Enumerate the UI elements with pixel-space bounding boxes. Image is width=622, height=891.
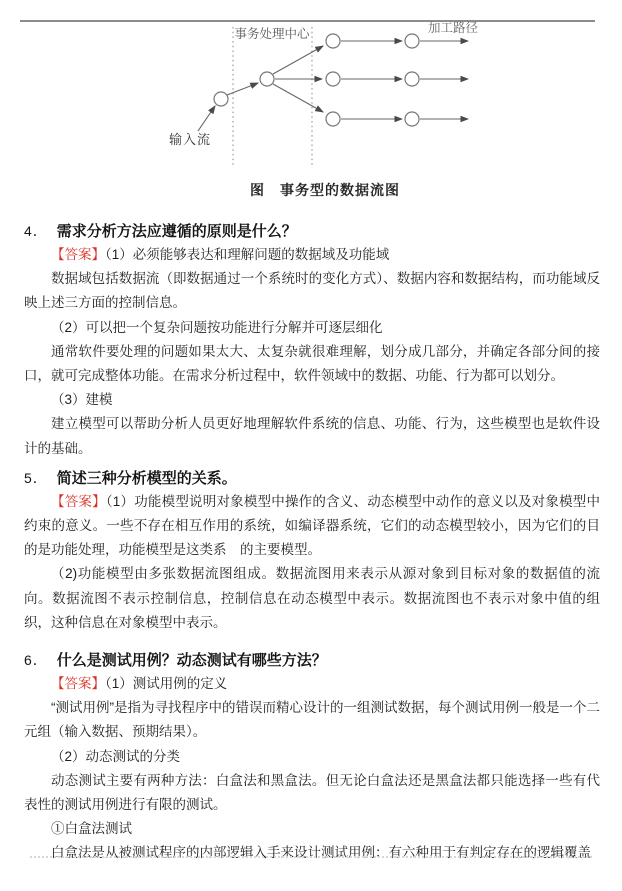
answer-label: 【答案】 [51,493,106,509]
paragraph: ①白盒法测试 [51,821,132,837]
question-title-text: 什么是测试用例？动态测试有哪些方法？ [56,652,327,670]
question-block-5 [24,467,600,635]
paragraph: （3）建模 [51,392,113,408]
paragraph: 动态测试主要有两种方法：白盒法和黑盒法。但无论白盒法还是黑盒法都只能选择一些有代表性的测试用例进行有限的测试。 [24,772,600,813]
question-block-4 [24,220,600,461]
question-number: 5． [24,469,48,486]
question-title [24,649,600,672]
paragraph: “测试用例”是指为寻找程序中的错误而精心设计的一组测试数据，每个测试用例一般是一个二元组（输入数据、预期结果）。 [24,700,600,740]
page-break-divider [30,856,592,858]
diagram-label-transaction-center: 事务处理中心 [234,27,310,41]
answer-paragraph [24,672,600,696]
answer-paragraph [24,490,600,563]
paragraph: （2）动态测试的分类 [51,748,181,764]
figure-area [0,0,622,212]
paragraph: 白盒法是从被测试程序的内部逻辑入手来设计测试用例：有六种用于有判定存在的逻辑覆盖 [51,845,591,861]
question-title-text: 需求分析方法应遵循的原则是什么？ [56,223,297,240]
paragraph: 通常软件要处理的问题如果太大、太复杂就很难理解，划分成几部分，并确定各部分间的接口，就可完成整体功能。在需求分析过程中，软件领域中的数据、功能、行为都可以划分。 [24,343,600,384]
question-title [24,467,600,490]
answer-text: （1）必须能够表达和理解问题的数据域及功能域 [105,247,390,262]
diagram-label-processing-path: 加工路径 [427,21,479,35]
figure-caption: 图 事务型的数据流图 [250,182,400,198]
paragraph: 数据域包括数据流（即数据通过一个系统时的变化方式）、数据内容和数据结构，而功能域反映上述三方面的控制信息。 [24,271,600,311]
process-node-circles [214,34,419,126]
answer-label: 【答案】 [51,247,105,262]
question-number: 4． [24,223,48,239]
answer-text: （1）功能模型说明对象模型中操作的含义、动态模型中动作的意义以及对象模型中约束的意义。一些不存在相互作用的系统，如编译器系统，它们的动态模型较小，因为它们的目的是功能处理，功能模型是这类系 的主要模型。 [24,493,600,558]
question-title-text: 简述三种分析模型的关系。 [56,469,237,487]
answer-paragraph [24,243,600,267]
diagram-label-input-flow: 输入流 [168,132,212,147]
transaction-center-boundary-lines [233,27,312,168]
paragraph: （2)功能模型由多张数据流图组成。数据流图用来表示从源对象到目标对象的数据值的流向。数据流图不表示控制信息，控制信息在动态模型中表示。数据流图也不表示对象中值的组织，这种信息在对象模型中表示。 [24,566,600,630]
paragraph: 建立模型可以帮助分析人员更好地理解软件系统的信息、功能、行为，这些模型也是软件设计的基础。 [24,416,600,456]
question-block-6 [24,649,600,866]
question-number: 6． [24,652,48,669]
dataflow-diagram [0,0,622,200]
answer-label: 【答案】 [51,676,105,692]
paragraph: （2）可以把一个复杂问题按功能进行分解并可逐层细化 [51,319,383,335]
qa-content [24,212,600,866]
answer-text: （1）测试用例的定义 [105,676,228,692]
question-title [24,220,600,243]
